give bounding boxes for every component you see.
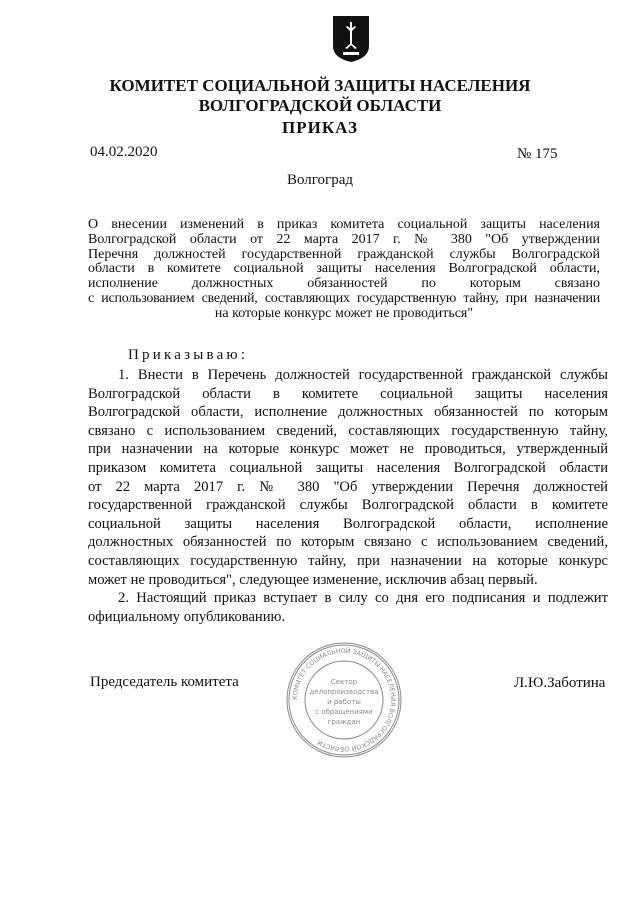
body-line: 1. Внести в Перечень должностей государственной гражданской службы	[118, 367, 608, 383]
seal-inner-text: и работы	[327, 698, 361, 706]
body-line: Волгоградской области, исполнение должностных обязанностей по которым	[88, 404, 608, 421]
body-line: социальной защиты населения Волгоградской области, исполнение	[88, 515, 608, 532]
body-line: Волгоградской области в комитете социальной защиты населения	[88, 385, 608, 402]
body-line: при назначении на которые конкурс может не проводиться, утвержденный	[88, 441, 608, 458]
subject-line: Перечня должностей государственной гражданской службы Волгоградской	[88, 246, 600, 262]
body-line: 2. Настоящий приказ вступает в силу со дня его подписания и подлежит	[118, 590, 608, 607]
seal-inner-text: делопроизводства	[309, 688, 379, 696]
subject-line: О внесении изменений в приказ комитета социальной защиты населения	[88, 217, 600, 232]
seal-inner-text: граждан	[327, 718, 361, 726]
body-line: связано с использованием сведений, составляющих государственную тайну,	[88, 422, 608, 439]
document-number: № 175	[517, 146, 558, 162]
signer-name: Л.Ю.Заботина	[514, 675, 606, 691]
body-line: составляющих государственную тайну, при назначении на которые конкурс	[88, 552, 608, 569]
seal-inner-text: Сектор	[330, 678, 358, 686]
document-type: ПРИКАЗ	[282, 118, 358, 137]
document-city: Волгоград	[286, 172, 353, 188]
subject-line: исполнение должностных обязанностей по которым связано	[88, 276, 600, 292]
coat-of-arms-icon	[331, 14, 371, 64]
subject-line: Волгоградской области от 22 марта 2017 г. № 380 "Об утверждении	[88, 231, 600, 247]
document-body	[88, 366, 608, 626]
organization-name	[0, 76, 640, 116]
seal-ring-text: КОМИТЕТ СОЦИАЛЬНОЙ ЗАЩИТЫ НАСЕЛЕНИЯ ВОЛГОГРАДСКОЙ ОБЛАСТИ	[291, 647, 397, 753]
subject-line: области в комитете социальной защиты населения Волгоградской области,	[88, 261, 600, 277]
body-line: должностных обязанностей по которым связано с использованием сведений,	[88, 534, 608, 551]
seal-inner-text: с обращениями	[315, 708, 373, 716]
body-line: от 22 марта 2017 г. № 380 "Об утверждении Перечня должностей	[88, 478, 608, 495]
document-date: 04.02.2020	[90, 144, 158, 160]
subject-line: на которые конкурс может не проводиться"	[214, 305, 474, 321]
subject-line: с использованием сведений, составляющих государственную тайну, при назначении	[88, 290, 600, 306]
document-subject	[88, 218, 600, 322]
body-line: приказом комитета социальной защиты населения Волгоградской области	[88, 459, 608, 476]
body-line: государственной гражданской службы Волгоградской области в комитете	[88, 497, 608, 514]
body-line: официальному опубликованию.	[88, 608, 286, 625]
body-line: может не проводиться", следующее изменение, исключив абзац первый.	[88, 571, 538, 588]
signer-title: Председатель комитета	[90, 674, 239, 690]
organization-name-line-1: КОМИТЕТ СОЦИАЛЬНОЙ ЗАЩИТЫ НАСЕЛЕНИЯ	[109, 76, 531, 95]
organization-name-line-2: ВОЛГОГРАДСКОЙ ОБЛАСТИ	[198, 96, 442, 115]
official-seal-stamp	[284, 640, 404, 760]
order-word: Приказываю:	[128, 347, 249, 363]
